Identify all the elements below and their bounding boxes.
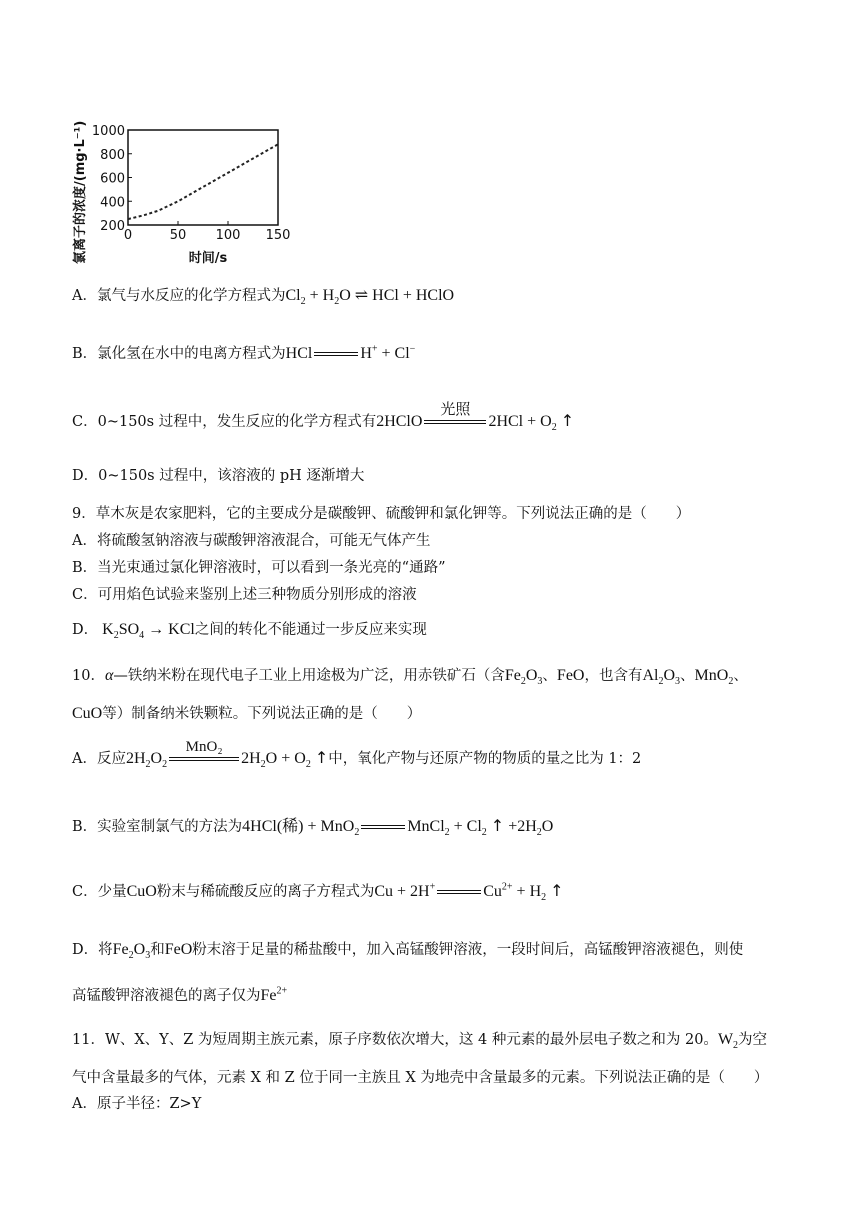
q10-option-b	[72, 816, 553, 837]
q10-option-d-line1	[72, 940, 743, 960]
q9-stem: 9．草木灰是农家肥料，它的主要成分是碳酸钾、硫酸钾和氯化钾等。下列说法正确的是（ ）	[72, 506, 691, 522]
y-axis-label: 氯离子的浓度/(mg·L⁻¹)	[73, 120, 88, 264]
q10-option-d-line2-text: 高锰酸钾溶液褪色的离子仅为	[72, 988, 261, 1004]
q10-option-d-text: D．将	[72, 942, 113, 958]
x-tick-label: 50	[169, 228, 187, 243]
q11-stem-line1	[72, 1030, 767, 1050]
q8-option-c-equation: 2HClO 光照 $2HCl + O_2$ ↑	[376, 402, 575, 434]
w2-formula: $W_2$	[717, 1031, 739, 1052]
q10-stem-text-2: 等）制备纳米铁颗粒。下列说法正确的是（ ）	[102, 706, 422, 722]
q10-option-b-equation: 4HCl(稀) + MnO$_2$ MnCl$_2$ + $Cl_2$ ↑ $+2H_2O$	[242, 816, 554, 839]
q10-option-c	[72, 881, 564, 902]
q10-stem-sep-1: 、	[542, 668, 557, 684]
y-tick-label: 200	[100, 219, 125, 234]
q10-option-c-text: C．少量	[72, 884, 127, 900]
q11-option-a: A．原子半径：Z>Y	[72, 1096, 202, 1112]
q10-option-d-mid: 粉末溶于足量的稀盐酸中，加入高锰酸钾溶液，一段时间后，高锰酸钾溶液褪色，则使	[192, 942, 744, 958]
q10-option-d-line2	[72, 986, 287, 1006]
catalyst-condition: MnO₂	[185, 739, 223, 756]
feo-formula-d: FeO	[164, 941, 193, 958]
cuo-formula-c: CuO	[126, 883, 157, 900]
y-tick-label: 1000	[91, 124, 125, 139]
fe2o3-formula: $Fe_2O_3$	[504, 667, 543, 688]
y-tick-label: 600	[100, 171, 125, 187]
q9-option-d-formula: $K_2SO_4$ → KCl	[98, 621, 195, 642]
reaction-condition: 光照	[440, 402, 471, 419]
dilute-label: 稀	[282, 818, 299, 835]
q8-option-d: D．0~150s 过程中，该溶液的 pH 逐渐增大	[72, 468, 365, 484]
q9-option-d	[72, 620, 427, 640]
q10-option-b-text: B．实验室制氯气的方法为	[72, 819, 243, 835]
q9-option-b: B．当光束通过氯化钾溶液时，可以看到一条光亮的“通路”	[72, 560, 446, 576]
q10-number: 10．	[72, 668, 105, 684]
fe2-ion: $Fe^{2+}$	[260, 985, 288, 1004]
q10-stem-text-d: ，也含有	[584, 668, 643, 684]
q8-option-a-text: A．氯气与水反应的化学方程式为	[72, 288, 286, 304]
q8-option-a	[72, 286, 454, 306]
q11-stem-text: 11．W、X、Y、Z 为短周期主族元素，原子序数依次增大，这 4 种元素的最外层电子数之和为 20。	[72, 1032, 718, 1048]
q8-option-a-equation: $Cl_2 + H_2O$ ⇌ HCl + HClO	[285, 287, 455, 308]
fe2o3-formula-d: $Fe_2O_3$	[112, 941, 151, 962]
q10-stem-line2	[72, 704, 421, 724]
q8-option-b-equation: HCl H+ + Cl−	[285, 343, 416, 362]
q9-option-a: A．将硫酸氢钠溶液与碳酸钾溶液混合，可能无气体产生	[72, 533, 431, 549]
q9-option-d-text: 之间的转化不能通过一步反应来实现	[194, 622, 427, 638]
q8-option-c	[72, 402, 575, 434]
q11-stem-line2: 气中含量最多的气体，元素 X 和 Z 位于同一主族且 X 为地壳中含量最多的元素。下列说法正确的是（ ）	[72, 1070, 769, 1086]
q9-option-c: C．可用焰色试验来鉴别上述三种物质分别形成的溶液	[72, 587, 417, 603]
q10-stem-text-b: —铁纳米粉在现代电子工业上用途极为广泛，用赤铁矿石（含	[113, 668, 505, 684]
chloride-series-line	[128, 144, 278, 219]
y-tick-label: 400	[100, 195, 125, 211]
cuo-formula: CuO	[72, 705, 103, 722]
plot-frame	[128, 130, 278, 225]
q10-stem-line1	[72, 666, 748, 686]
q10-option-c-equation: Cu + 2H+ $Cu^{2+} + H_2$ ↑	[374, 881, 564, 904]
q10-stem-sep-2: 、	[680, 668, 695, 684]
mno2-formula: MnO$_2$	[694, 667, 734, 688]
al2o3-formula: $Al_2O_3$	[642, 667, 681, 688]
q8-option-c-text: C．0~150s 过程中，发生反应的化学方程式有	[72, 414, 377, 430]
x-tick-label: 0	[123, 228, 133, 243]
feo-formula: FeO	[556, 667, 585, 684]
q10-option-a	[72, 739, 642, 771]
q9-option-d-label: D．	[72, 622, 99, 638]
q10-option-c-mid: 粉末与稀硫酸反应的离子方程式为	[156, 884, 375, 900]
y-tick-label: 800	[100, 147, 125, 163]
q8-option-b-text: B．氯化氢在水中的电离方程式为	[72, 346, 286, 362]
alpha-symbol: α	[104, 667, 114, 684]
chloride-concentration-chart	[66, 92, 306, 272]
q10-option-a-suffix: 中，氧化产物与还原产物的物质的量之比为 1：2	[328, 751, 642, 767]
x-tick-label: 150	[265, 228, 291, 243]
q10-option-a-equation: $2H_2O_2$ MnO₂ $2H_2O + O_2$ ↑	[125, 739, 329, 771]
q8-option-b	[72, 344, 415, 364]
q10-stem-sep-3: 、	[733, 668, 748, 684]
x-axis-label: 时间/s	[188, 251, 228, 266]
q11-stem-text-b: 为空	[738, 1032, 768, 1048]
q10-option-a-text: A．反应	[72, 751, 126, 767]
q10-option-d-and: 和	[150, 942, 165, 958]
x-tick-label: 100	[215, 228, 241, 243]
